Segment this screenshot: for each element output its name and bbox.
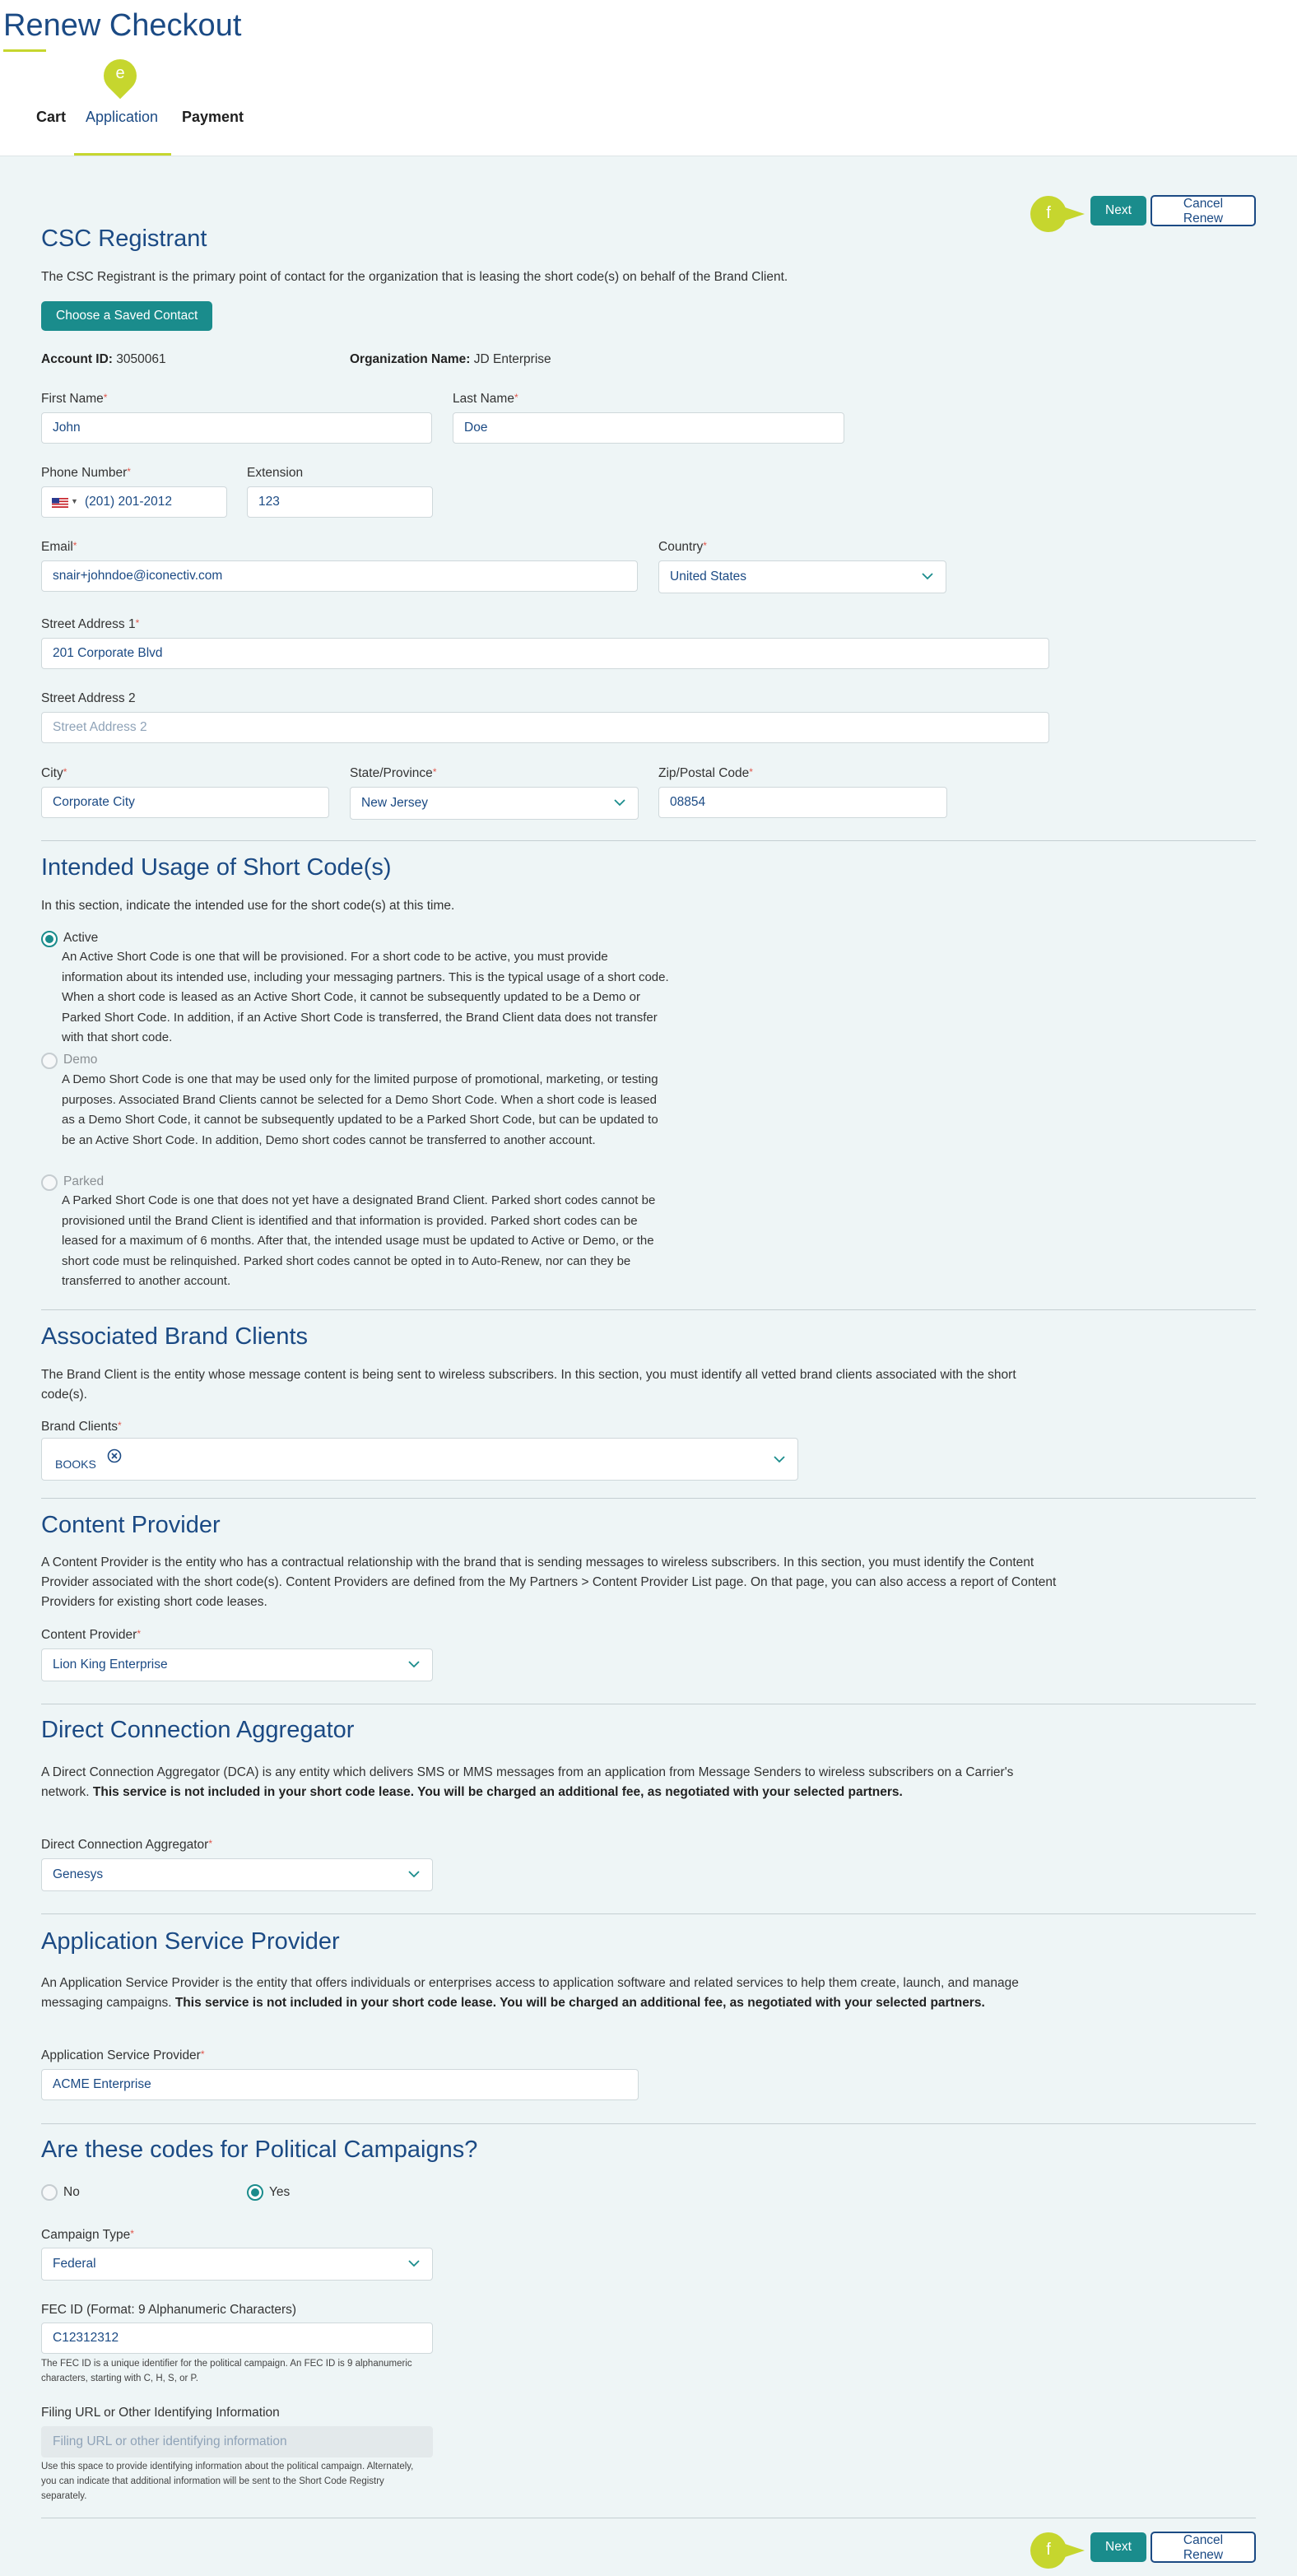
email-label: Email*: [41, 540, 77, 554]
fec-id-help: The FEC ID is a unique identifier for the political campaign. An FEC ID is 9 alphanumeric characters, starting with C, H, S, or P.: [41, 2359, 412, 2383]
chevron-down-icon: [613, 796, 626, 809]
demo-description: A Demo Short Code is one that may be used only for the limited purpose of promotional, marketing, or testing purposes. Associated Brand Clients cannot be selected for a Demo Short Code. When a short code is leased as a Demo Short Code, it cannot be subsequently updated to be a Parked Short Code, but can be updated to be an Active Short Code. In addition, Demo short codes cannot be transferred to another account.: [62, 1072, 658, 1147]
usage-description: In this section, indicate the intended use for the short code(s) at this time.: [41, 899, 455, 913]
section-divider: [41, 2123, 1256, 2124]
section-title-brand-clients: Associated Brand Clients: [41, 1323, 308, 1350]
parked-description: A Parked Short Code is one that does not yet have a designated Brand Client. Parked short codes cannot be provisioned until the Brand Client is identified and that information is provided. Parked short codes can be leased for a maximum of 6 months. After that, the intended usage must be updated to Active or Demo, or the short code must be relinquished. Parked short codes cannot be opted in to Auto-Renew, nor can they be transferred to another account.: [62, 1193, 656, 1288]
radio-political-yes[interactable]: [247, 2184, 263, 2201]
dca-description: A Direct Connection Aggregator (DCA) is any entity which delivers SMS or MMS messages from an application from Message Senders to wireless subscribers on a Carrier's network. This service is not included in your short code lease. You will be charged an additional fee, as negotiated with your selected partners.: [41, 1765, 1014, 1799]
content-provider-label: Content Provider*: [41, 1628, 141, 1642]
radio-demo[interactable]: [41, 1053, 58, 1069]
country-code-caret-icon[interactable]: ▼: [71, 497, 78, 505]
cancel-renew-button-bottom[interactable]: Cancel Renew: [1151, 2532, 1256, 2563]
last-name-label: Last Name*: [453, 392, 518, 406]
asp-description: An Application Service Provider is the entity that offers individuals or enterprises access to application software and related services to help them create, launch, and manage messaging campaigns. This service is not included in your short code lease. You will be charged an additional fee, as negotiated with your selected partners.: [41, 1976, 1019, 2010]
account-id: Account ID: 3050061: [41, 352, 166, 366]
street2-input[interactable]: [41, 712, 1049, 743]
radio-political-no-label: No: [63, 2185, 80, 2199]
section-title-political: Are these codes for Political Campaigns?: [41, 2137, 478, 2163]
tab-cart[interactable]: Cart: [36, 109, 67, 125]
zip-label: Zip/Postal Code*: [658, 766, 753, 780]
step-marker-f-top: f: [1030, 196, 1088, 232]
section-title-dca: Direct Connection Aggregator: [41, 1717, 355, 1743]
extension-label: Extension: [247, 466, 304, 480]
section-divider: [41, 840, 1256, 841]
chevron-down-icon: [407, 1658, 421, 1671]
content-provider-select[interactable]: Lion King Enterprise: [41, 1648, 433, 1681]
zip-input[interactable]: [658, 787, 947, 818]
asp-input[interactable]: [41, 2069, 639, 2100]
email-input[interactable]: [41, 560, 638, 592]
section-divider: [41, 1913, 1256, 1914]
radio-active[interactable]: [41, 931, 58, 947]
extension-input[interactable]: [247, 486, 433, 518]
country-select[interactable]: United States: [658, 560, 946, 593]
dca-label: Direct Connection Aggregator*: [41, 1838, 213, 1852]
radio-active-label: Active: [63, 931, 99, 945]
cancel-renew-button-top[interactable]: Cancel Renew: [1151, 195, 1256, 226]
chevron-down-icon: [773, 1453, 786, 1466]
section-title-usage: Intended Usage of Short Code(s): [41, 854, 392, 881]
campaign-type-select[interactable]: Federal: [41, 2248, 433, 2281]
brand-chip-books: BOOKS: [55, 1458, 96, 1471]
fec-id-label: FEC ID (Format: 9 Alphanumeric Characters): [41, 2303, 297, 2317]
filing-url-help: Use this space to provide identifying information about the political campaign. Alternately, you can indicate that additional information will be sent to the Short Code Registry separately.: [41, 2462, 414, 2501]
page-title: Renew Checkout: [3, 8, 242, 43]
chevron-down-icon: [407, 1867, 421, 1881]
radio-parked-label: Parked: [63, 1174, 105, 1188]
chevron-down-icon: [921, 570, 934, 583]
page-header: [0, 0, 1297, 156]
street1-input[interactable]: [41, 638, 1049, 669]
fec-id-input[interactable]: [41, 2323, 433, 2354]
filing-url-label: Filing URL or Other Identifying Information: [41, 2406, 280, 2420]
brand-clients-label: Brand Clients*: [41, 1420, 122, 1434]
radio-political-yes-label: Yes: [269, 2185, 291, 2199]
active-tab-indicator: [74, 153, 171, 156]
phone-label: Phone Number*: [41, 466, 131, 480]
tab-application[interactable]: Application: [86, 109, 159, 125]
next-button-top[interactable]: Next: [1090, 196, 1146, 226]
remove-chip-icon[interactable]: [107, 1448, 122, 1463]
content-provider-description: A Content Provider is the entity who has a contractual relationship with the brand that is sending messages to wireless subscribers. In this section, you must identify the Content Provider associated with the short code(s). Content Providers are defined from the My Partners > Content Provider List page. On that page, you can also access a report of Content Providers for existing short code leases.: [41, 1555, 1057, 1609]
city-input[interactable]: [41, 787, 329, 818]
organization-name: Organization Name: JD Enterprise: [350, 352, 551, 366]
brand-clients-select[interactable]: [41, 1438, 798, 1481]
radio-demo-label: Demo: [63, 1053, 98, 1067]
phone-value: (201) 201-2012: [85, 495, 172, 509]
street2-label: Street Address 2: [41, 691, 136, 705]
section-title-content-provider: Content Provider: [41, 1512, 221, 1538]
filing-url-input[interactable]: [41, 2426, 433, 2457]
section-divider: [41, 1309, 1256, 1310]
next-button-bottom[interactable]: Next: [1090, 2532, 1146, 2562]
street1-label: Street Address 1*: [41, 617, 140, 631]
campaign-type-label: Campaign Type*: [41, 2228, 134, 2242]
last-name-input[interactable]: [453, 412, 844, 444]
asp-label: Application Service Provider*: [41, 2048, 205, 2062]
state-select[interactable]: New Jersey: [350, 787, 639, 820]
radio-political-no[interactable]: [41, 2184, 58, 2201]
country-label: Country*: [658, 540, 707, 554]
section-title-registrant: CSC Registrant: [41, 226, 207, 252]
chevron-down-icon: [407, 2257, 421, 2270]
section-divider: [41, 1498, 1256, 1499]
step-marker-f-bottom: f: [1030, 2532, 1088, 2569]
city-label: City*: [41, 766, 67, 780]
first-name-label: First Name*: [41, 392, 108, 406]
section-title-asp: Application Service Provider: [41, 1928, 340, 1955]
phone-input[interactable]: [41, 486, 227, 518]
brand-description: The Brand Client is the entity whose message content is being sent to wireless subscribers. In this section, you must identify all vetted brand clients associated with the short code(s).: [41, 1368, 1016, 1402]
dca-select[interactable]: Genesys: [41, 1858, 433, 1891]
state-label: State/Province*: [350, 766, 437, 780]
choose-saved-contact-button[interactable]: Choose a Saved Contact: [41, 301, 212, 331]
active-description: An Active Short Code is one that will be provisioned. For a short code to be active, you must provide information about its intended use, including your messaging partners. This is the typical usage of a short code. When a short code is leased as an Active Short Code, it cannot be subsequently updated to be a Demo or Parked Short Code. In addition, if an Active Short Code is transferred, the Brand Client data does not transfer with that short code.: [62, 950, 669, 1044]
radio-parked[interactable]: [41, 1174, 58, 1191]
registrant-description: The CSC Registrant is the primary point of contact for the organization that is leasing the short code(s) on behalf of the Brand Client.: [41, 270, 788, 284]
tab-payment[interactable]: Payment: [182, 109, 244, 125]
first-name-input[interactable]: [41, 412, 432, 444]
title-underline: [3, 49, 46, 52]
step-marker-e: e: [104, 59, 137, 105]
us-flag-icon[interactable]: [52, 498, 68, 508]
